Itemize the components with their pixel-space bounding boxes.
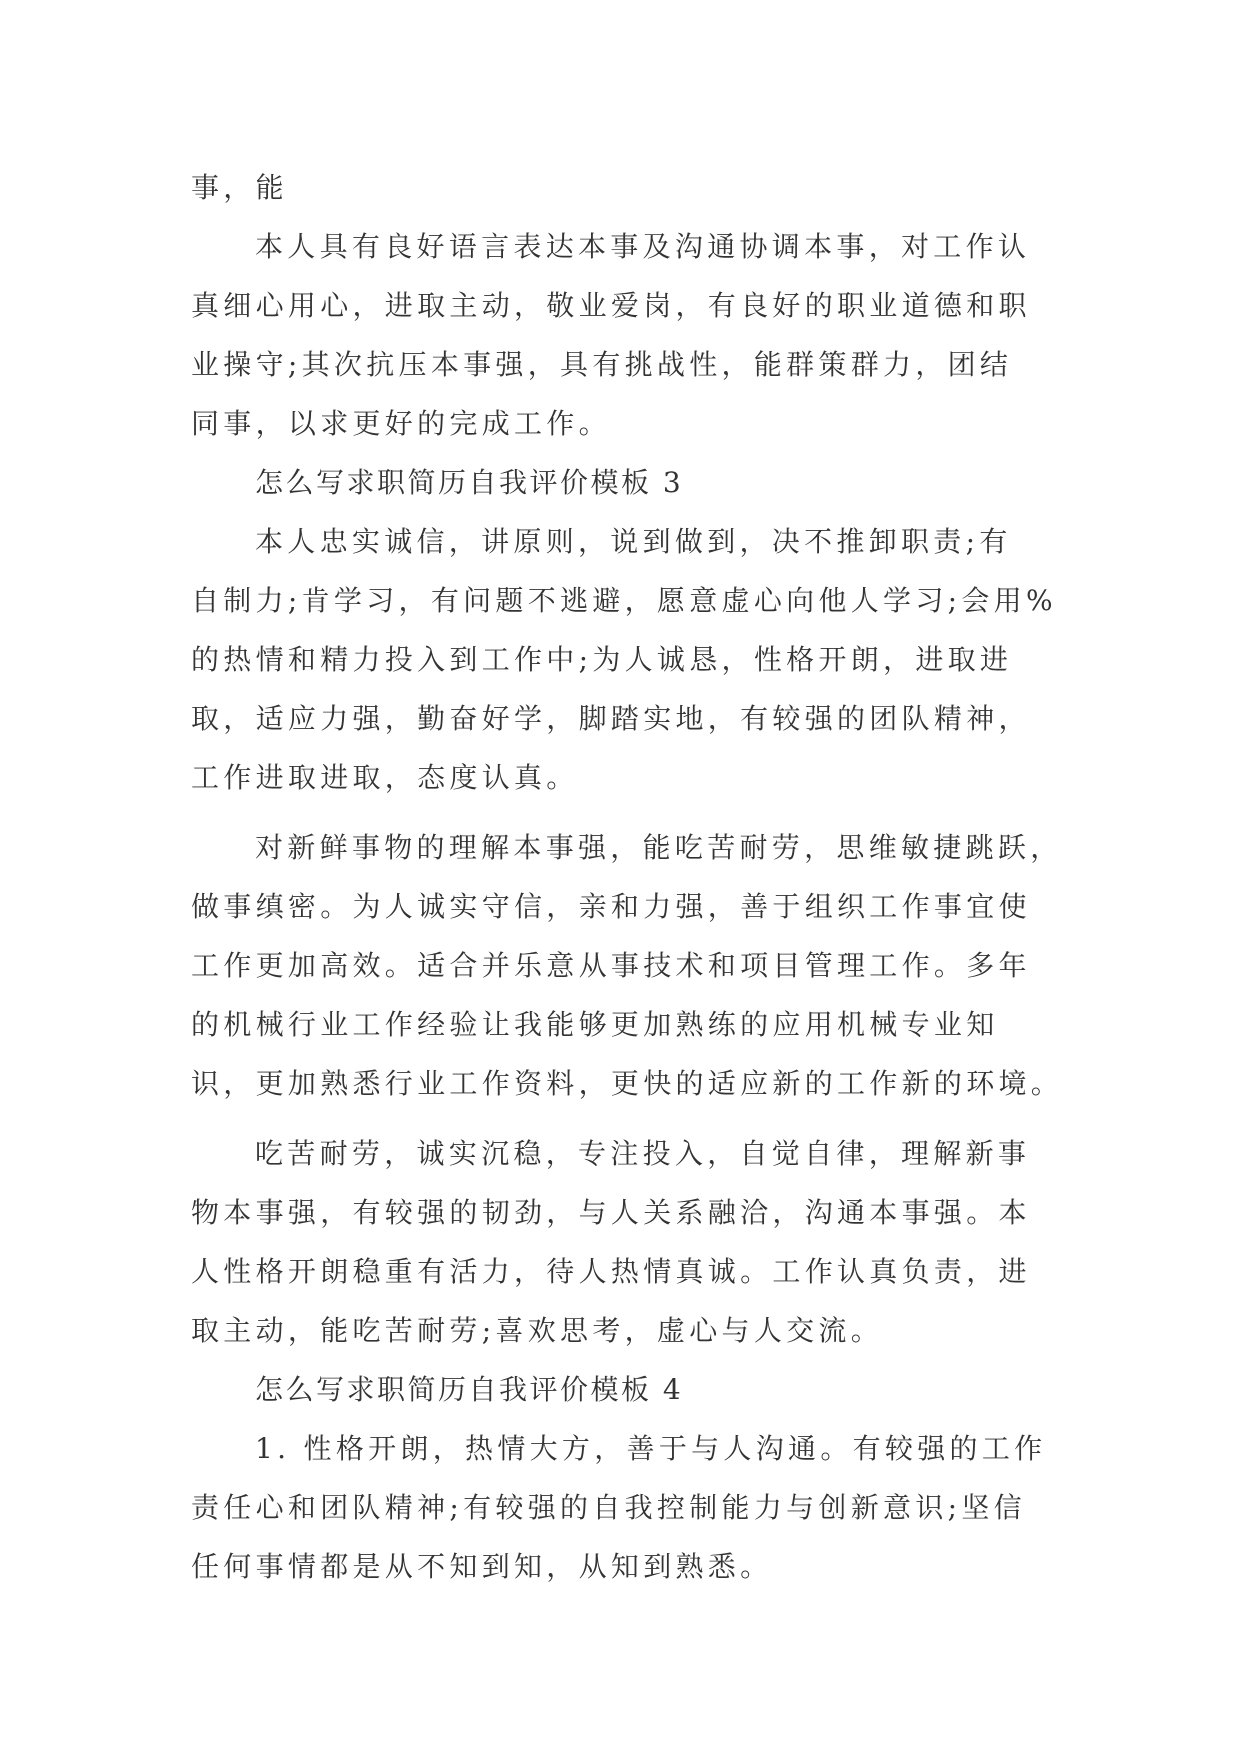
paragraph-first-line: 吃苦耐劳，诚实沉稳，专注投入，自觉自律，理解新事 [255, 1137, 1031, 1170]
paragraph-first-line: 对新鲜事物的理解本事强，能吃苦耐劳，思维敏捷跳跃， [255, 831, 1063, 864]
document-body [191, 158, 1064, 1596]
text-line: 工作进取进取，态度认真。 [191, 761, 579, 794]
text-line: 真细心用心，进取主动，敬业爱岗，有良好的职业道德和职 [191, 289, 1031, 322]
section-heading: 怎么写求职简历自我评价模板 4 [255, 1373, 684, 1406]
text-line: 识，更加熟悉行业工作资料，更快的适应新的工作新的环境。 [191, 1067, 1064, 1100]
text-line: 人性格开朗稳重有活力，待人热情真诚。工作认真负责，进 [191, 1255, 1031, 1288]
paragraph-first-line: 1. 性格开朗，热情大方，善于与人沟通。有较强的工作 [255, 1432, 1047, 1465]
text-line: 业操守;其次抗压本事强，具有挑战性，能群策群力，团结 [191, 348, 1013, 381]
paragraph-first-line: 本人具有良好语言表达本事及沟通协调本事，对工作认 [255, 230, 1031, 263]
text-line: 责任心和团队精神;有较强的自我控制能力与创新意识;坚信 [191, 1491, 1026, 1524]
text-line: 任何事情都是从不知到知，从知到熟悉。 [191, 1550, 773, 1583]
section-heading: 怎么写求职简历自我评价模板 3 [255, 466, 684, 499]
text-line: 工作更加高效。适合并乐意从事技术和项目管理工作。多年 [191, 949, 1031, 982]
text-line: 物本事强，有较强的韧劲，与人关系融洽，沟通本事强。本 [191, 1196, 1031, 1229]
text-line: 同事，以求更好的完成工作。 [191, 407, 611, 440]
text-line: 的热情和精力投入到工作中;为人诚恳，性格开朗，进取进 [191, 643, 1013, 676]
text-line: 自制力;肯学习，有问题不逃避，愿意虚心向他人学习;会用% [191, 584, 1057, 617]
paragraph-first-line: 本人忠实诚信，讲原则，说到做到，决不推卸职责;有 [255, 525, 1012, 558]
text-line: 事，能 [191, 171, 288, 204]
text-line: 取，适应力强，勤奋好学，脚踏实地，有较强的团队精神， [191, 702, 1031, 735]
text-line: 取主动，能吃苦耐劳;喜欢思考，虚心与人交流。 [191, 1314, 884, 1347]
text-line: 的机械行业工作经验让我能够更加熟练的应用机械专业知 [191, 1008, 999, 1041]
text-line: 做事缜密。为人诚实守信，亲和力强，善于组织工作事宜使 [191, 890, 1031, 923]
